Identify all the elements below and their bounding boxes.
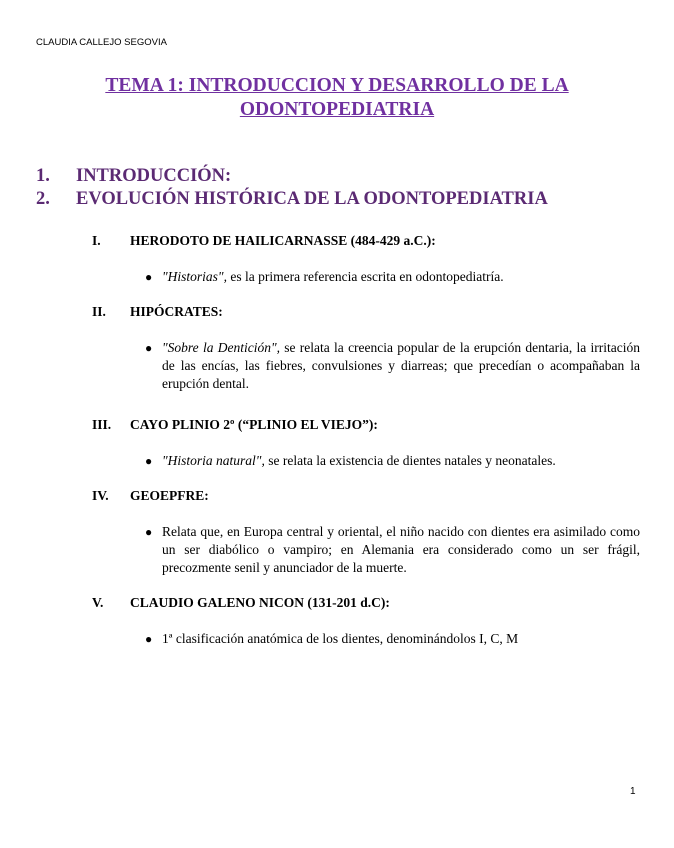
subsection-numeral: I. [92,233,101,248]
bullet-text: se relata la creencia popular de la erupción dentaria, la irritación de las encías, las fiebres, convulsiones y diarreas; que precedían o acompañaban la erupción dental. [162,340,640,391]
subsection-numeral: III. [92,417,112,432]
section-number: 1. [36,166,50,186]
list-item [145,268,640,286]
subsection-label: GEOEPFRE: [130,488,209,503]
list-item [145,523,640,577]
subsection-numeral: II. [92,304,106,319]
title-line-2: ODONTOPEDIATRIA [239,99,435,120]
bullet-text: Relata que, en Europa central y oriental, el niño nacido con dientes era asimilado como un ser diabólico o vampiro; en Alemania era considerado como un ser frágil, precozmente senil y anunciador de la muerte. [162,524,640,575]
bullet-icon: ● [145,270,153,284]
subsection-heading [92,487,209,505]
page-title [60,74,614,122]
list-item [145,630,640,648]
subsection-label: CAYO PLINIO 2º (“PLINIO EL VIEJO”): [130,417,378,432]
bullet-icon: ● [145,632,153,646]
bullet-italic: "Historia natural", [162,453,265,468]
bullet-italic: "Historias", [162,269,227,284]
title-line-1: TEMA 1: INTRODUCCION Y DESARROLLO DE LA [105,75,569,96]
header-author: CLAUDIA CALLEJO SEGOVIA [36,37,167,48]
section-label: EVOLUCIÓN HISTÓRICA DE LA ODONTOPEDIATRIA [76,189,548,209]
bullet-icon: ● [145,341,153,355]
section-label: INTRODUCCIÓN: [76,166,232,186]
subsection-heading [92,303,223,321]
bullet-text: es la primera referencia escrita en odontopediatría. [226,269,504,284]
subsection-label: HERODOTO DE HAILICARNASSE (484-429 a.C.): [130,233,436,248]
bullet-icon: ● [145,454,153,468]
bullet-italic: "Sobre la Dentición", [162,340,280,355]
subsection-numeral: IV. [92,488,109,503]
subsection-heading [92,594,390,612]
subsection-label: HIPÓCRATES: [130,304,223,319]
subsection-heading [92,416,378,434]
bullet-icon: ● [145,525,153,539]
bullet-text: se relata la existencia de dientes natales y neonatales. [264,453,556,468]
section-heading-evolucion [36,188,548,210]
subsection-heading [92,232,436,250]
page-number: 1 [630,786,636,797]
section-heading-introduccion [36,165,231,187]
list-item [145,339,640,393]
section-number: 2. [36,189,50,209]
subsection-label: CLAUDIO GALENO NICON (131-201 d.C): [130,595,390,610]
bullet-text: 1ª clasificación anatómica de los dientes, denominándolos I, C, M [162,631,519,646]
subsection-numeral: V. [92,595,104,610]
list-item [145,452,640,470]
